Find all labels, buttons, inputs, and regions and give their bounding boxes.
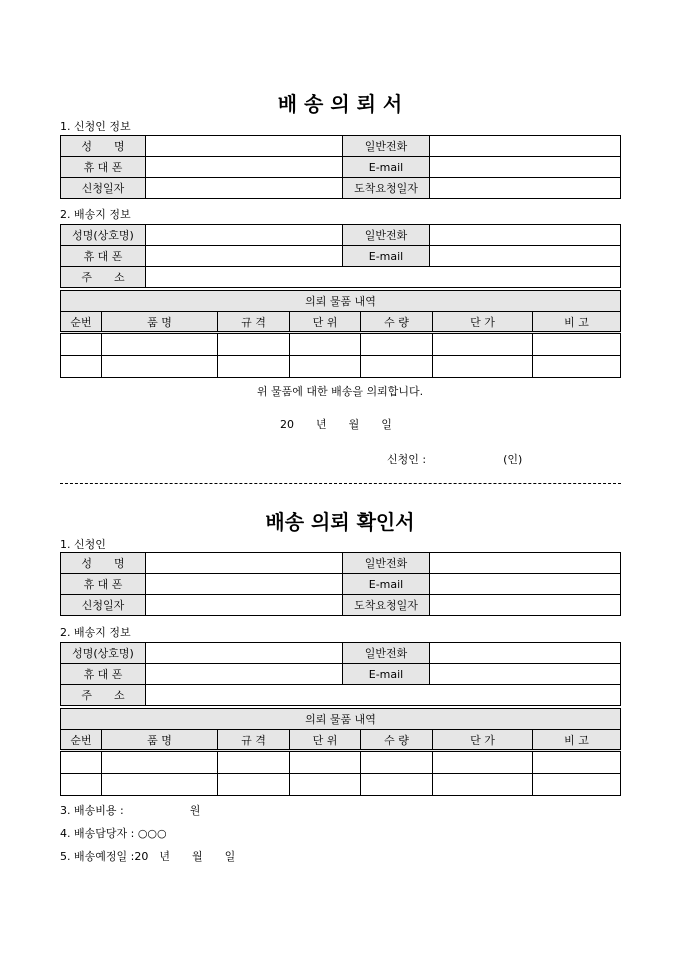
name-field[interactable] — [146, 136, 343, 157]
col-unit: 단 위 — [290, 312, 361, 333]
cell[interactable] — [61, 333, 102, 356]
cell[interactable] — [433, 774, 533, 796]
cell[interactable] — [361, 356, 433, 378]
mobile-field[interactable] — [146, 664, 343, 685]
arrival-date-label: 도착요청일자 — [343, 178, 430, 199]
arrival-date-field[interactable] — [430, 595, 621, 616]
cell[interactable] — [533, 774, 621, 796]
items-caption: 의뢰 물품 내역 — [61, 709, 621, 730]
date-label: 신청일자 — [61, 595, 146, 616]
cell[interactable] — [290, 356, 361, 378]
col-qty: 수 량 — [361, 730, 433, 751]
email-field[interactable] — [430, 157, 621, 178]
col-note: 비 고 — [533, 730, 621, 751]
name-label: 성 명 — [61, 553, 146, 574]
cell[interactable] — [290, 774, 361, 796]
items-caption: 의뢰 물품 내역 — [61, 291, 621, 312]
date-field[interactable] — [146, 178, 343, 199]
biz-name-label: 성명(상호명) — [61, 225, 146, 246]
cell[interactable] — [102, 751, 218, 774]
email-label: E-mail — [343, 574, 430, 595]
phone-label: 일반전화 — [343, 553, 430, 574]
mobile-label: 휴 대 폰 — [61, 574, 146, 595]
col-no: 순번 — [61, 312, 102, 333]
col-note: 비 고 — [533, 312, 621, 333]
cell[interactable] — [361, 333, 433, 356]
address-label: 주 소 — [61, 267, 146, 288]
biz-name-label: 성명(상호명) — [61, 643, 146, 664]
email-field[interactable] — [430, 664, 621, 685]
cell[interactable] — [102, 774, 218, 796]
table-row — [61, 751, 621, 774]
delivery-schedule-line: 5. 배송예정일 :20 년 월 일 — [60, 850, 236, 863]
col-item: 품 명 — [102, 312, 218, 333]
email-label: E-mail — [343, 246, 430, 267]
phone-field[interactable] — [430, 225, 621, 246]
date-field[interactable] — [146, 595, 343, 616]
mobile-label: 휴 대 폰 — [61, 664, 146, 685]
arrival-date-label: 도착요청일자 — [343, 595, 430, 616]
cell[interactable] — [533, 751, 621, 774]
form1-section-applicant: 1. 신청인 정보 — [60, 120, 131, 133]
form2-items-table — [60, 708, 621, 796]
table-row — [61, 333, 621, 356]
name-label: 성 명 — [61, 136, 146, 157]
cell[interactable] — [290, 333, 361, 356]
cell[interactable] — [102, 356, 218, 378]
email-label: E-mail — [343, 664, 430, 685]
cell[interactable] — [218, 751, 290, 774]
applicant-signature: 신청인 : (인) — [387, 453, 523, 466]
phone-label: 일반전화 — [343, 225, 430, 246]
cell[interactable] — [61, 774, 102, 796]
mobile-label: 휴 대 폰 — [61, 246, 146, 267]
form1-destination-table — [60, 224, 621, 288]
mobile-label: 휴 대 폰 — [61, 157, 146, 178]
mobile-field[interactable] — [146, 157, 343, 178]
arrival-date-field[interactable] — [430, 178, 621, 199]
cut-line — [60, 483, 621, 484]
cell[interactable] — [218, 333, 290, 356]
col-qty: 수 량 — [361, 312, 433, 333]
address-label: 주 소 — [61, 685, 146, 706]
form1-items-table — [60, 290, 621, 378]
address-field[interactable] — [146, 685, 621, 706]
table-row — [61, 356, 621, 378]
biz-name-field[interactable] — [146, 643, 343, 664]
email-label: E-mail — [343, 157, 430, 178]
date-line: 20 년 월 일 — [280, 418, 392, 431]
cell[interactable] — [361, 751, 433, 774]
cell[interactable] — [61, 356, 102, 378]
phone-label: 일반전화 — [343, 643, 430, 664]
col-spec: 규 격 — [218, 312, 290, 333]
col-price: 단 가 — [433, 730, 533, 751]
cell[interactable] — [433, 356, 533, 378]
name-field[interactable] — [146, 553, 343, 574]
cell[interactable] — [218, 774, 290, 796]
cell[interactable] — [290, 751, 361, 774]
mobile-field[interactable] — [146, 574, 343, 595]
mobile-field[interactable] — [146, 246, 343, 267]
col-no: 순번 — [61, 730, 102, 751]
form1-title: 배 송 의 뢰 서 — [277, 92, 403, 116]
cell[interactable] — [433, 333, 533, 356]
cell[interactable] — [361, 774, 433, 796]
form2-section-destination: 2. 배송지 정보 — [60, 626, 131, 639]
phone-field[interactable] — [430, 643, 621, 664]
form2-destination-table — [60, 642, 621, 706]
form2-title: 배송 의뢰 확인서 — [265, 510, 415, 534]
address-field[interactable] — [146, 267, 621, 288]
cell[interactable] — [61, 751, 102, 774]
col-spec: 규 격 — [218, 730, 290, 751]
cell[interactable] — [218, 356, 290, 378]
cell[interactable] — [533, 333, 621, 356]
email-field[interactable] — [430, 574, 621, 595]
col-unit: 단 위 — [290, 730, 361, 751]
date-label: 신청일자 — [61, 178, 146, 199]
col-item: 품 명 — [102, 730, 218, 751]
phone-field[interactable] — [430, 136, 621, 157]
phone-label: 일반전화 — [343, 136, 430, 157]
email-field[interactable] — [430, 246, 621, 267]
biz-name-field[interactable] — [146, 225, 343, 246]
cell[interactable] — [102, 333, 218, 356]
delivery-cost-line: 3. 배송비용 : 원 — [60, 804, 201, 817]
cell[interactable] — [533, 356, 621, 378]
form2-section-applicant: 1. 신청인 — [60, 538, 106, 551]
form1-section-destination: 2. 배송지 정보 — [60, 208, 131, 221]
request-text: 위 물품에 대한 배송을 의뢰합니다. — [256, 385, 424, 398]
form2-applicant-table — [60, 552, 621, 616]
table-row — [61, 774, 621, 796]
phone-field[interactable] — [430, 553, 621, 574]
form1-applicant-table — [60, 135, 621, 199]
col-price: 단 가 — [433, 312, 533, 333]
delivery-manager-line: 4. 배송담당자 : ○○○ — [60, 827, 167, 840]
cell[interactable] — [433, 751, 533, 774]
